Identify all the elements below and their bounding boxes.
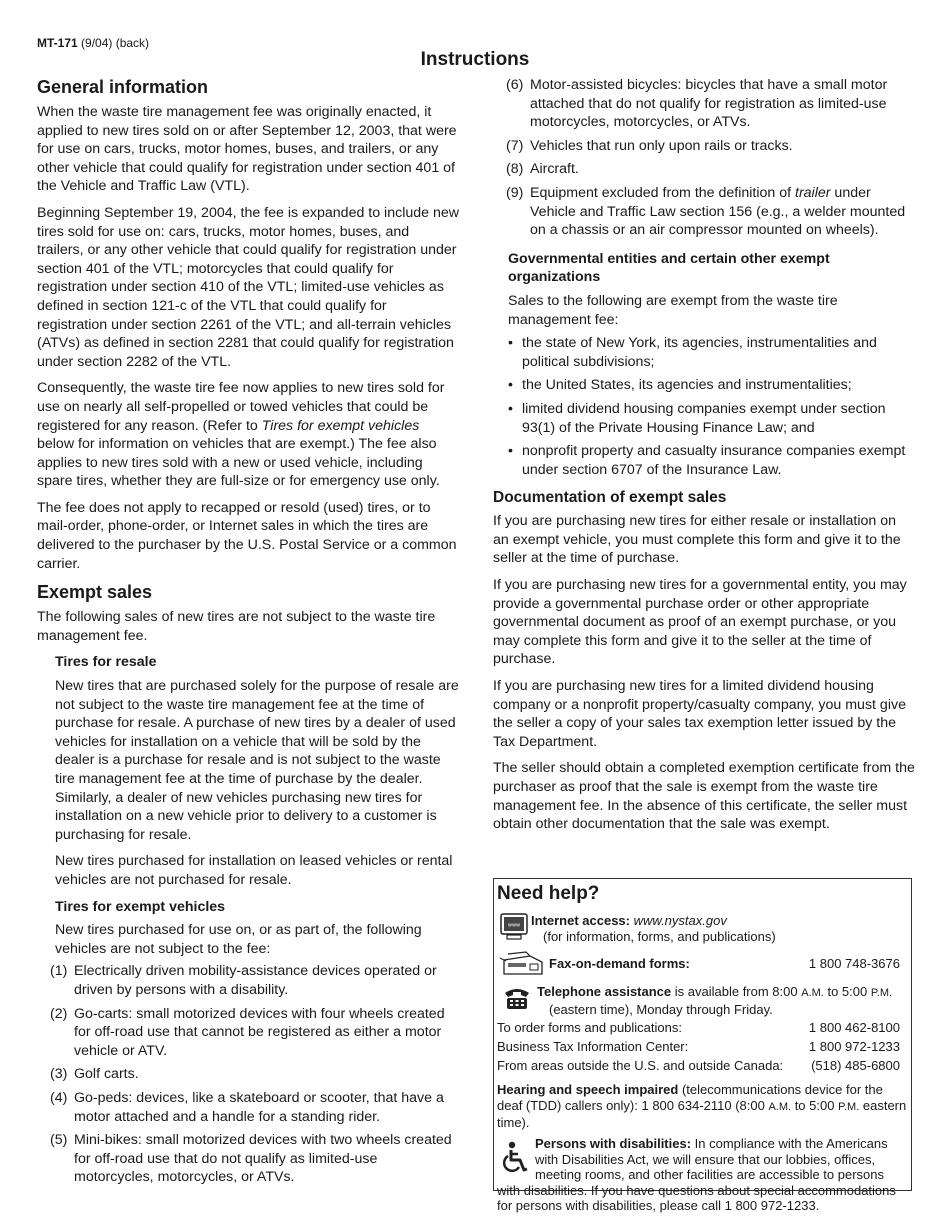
internet-link[interactable]: www.nystax.gov [633,913,727,928]
general-paragraph-1: When the waste tire management fee was originally enacted, it applied to new tires sold on or after September 12, 2003, that were for use on cars, trucks, motor homes, buses, and trailers, or any other vehicle that could qualify for registration under section 401 of the Vehicle and Traffic Law (VTL). [37,104,457,195]
phone-line: Business Tax Information Center: 1 800 972-1233 [497,1038,900,1054]
form-version: (9/04) (back) [77,36,150,50]
list-item: (8) Aircraft. [506,161,579,178]
hearing-impaired-note: Hearing and speech impaired (telecommunications device for the deaf (TDD) callers only): 1 800 634-2110 (8:00 A.M. to 5:00 P.M. eastern time). [497,1082,907,1131]
general-paragraph-4: The fee does not apply to recapped or resold (used) tires, or to mail-order, phone-order, or Internet sales in which the tires are delivered to the purchaser by the U.S. Postal Service or a common carrier. [37,499,457,572]
resale-heading: Tires for resale [55,654,157,671]
list-item: • the United States, its agencies and instrumentalities; [508,377,852,394]
fax-row [497,950,908,978]
wheelchair-icon [497,1136,535,1180]
form-id [37,36,149,50]
list-item: (3) Golf carts. [50,1066,139,1083]
list-item: (9) Equipment excluded from the definition of trailer under Vehicle and Traffic Law section 156 (e.g., a welder mounted on a chassis or an air compressor mounted on wheels). [506,184,906,239]
list-item: (2) Go-carts: small motorized devices with four wheels created for off-road use that cannot be registered as either a motor vehicle or ATV. [50,1005,445,1059]
list-item: (1) Electrically driven mobility-assistance devices operated or driven by persons with a disability. [50,963,437,998]
internet-row [497,913,908,944]
help-box [493,878,912,1214]
list-item: (6) Motor-assisted bicycles: bicycles that have a small motor attached that do not qualify for registration as limited-use motorcycles, motorcycles, or ATVs. [506,77,888,131]
fax-icon [497,950,549,978]
phone-line: To order forms and publications: 1 800 462-8100 [497,1020,900,1036]
telephone-icon [497,984,537,1012]
general-paragraph-3: Consequently, the waste tire fee now applies to new tires sold for use on nearly all self-propelled or towed vehicles that could be registered for any reason. (Refer to Tires for exempt vehicles below for information on vehicles that are exempt.) The fee also applies to new tires sold with a new or used vehicle, including spare tires, whether they are full-size or for emergency use only. [37,380,445,490]
list-item: (5) Mini-bikes: small motorized devices with two wheels created for off-road use that do not qualify as limited-use motorcycles, motorcycles, or ATVs. [50,1132,452,1186]
svg-text:www: www [507,922,521,929]
exempt-vehicles-heading: Tires for exempt vehicles [55,898,226,915]
resale-paragraph-2: New tires purchased for installation on leased vehicles or rental vehicles are not purchased for resale. [55,853,453,888]
fax-number: 1 800 748-3676 [808,956,900,972]
resale-paragraph-1: New tires that are purchased solely for the purpose of resale are not subject to the waste tire management fee at the time of purchase for resale. A purchase of new tires by a dealer of used vehicles for installation on a vehicle that will be sold by the dealer is a purchase for resale and is not subject to the waste tire management fee at the time of purchase by the dealer. Similarly, a dealer of new vehicles purchasing new tires for installation on a new vehicle prior to delivery to a customer is purchasing for resale. [55,678,459,843]
left-column [37,76,459,1192]
telephone-hours: (eastern time), Monday through Friday. [549,1001,773,1017]
fax-label: Fax-on-demand forms: [549,956,690,972]
doc-paragraph-3: If you are purchasing new tires for a limited dividend housing company or a nonprofit property/casualty company, you must give the seller a copy of your sales tax exemption letter issued by the Tax Department. [493,678,906,750]
general-heading: General information [37,77,209,97]
list-item: • nonprofit property and casualty insurance companies exempt under section 6707 of the Insurance Law. [508,443,906,478]
exempt-vehicle-list [50,962,459,1187]
list-item: (7) Vehicles that run only upon rails or tracks. [506,137,793,154]
doc-paragraph-1: If you are purchasing new tires for either resale or installation on an exempt vehicle, you must complete this form and give it to the seller at the time of purchase. [493,513,901,567]
gov-heading: Governmental entities and certain other exempt organizations [508,250,830,286]
general-paragraph-2: Beginning September 19, 2004, the fee is expanded to include new tires sold for use on: cars, trucks, motor homes, buses, and trailers, or any other vehicle that could qualify for registration under section 401 of the VTL; motorcycles that could qualify for registration under section 410 of the VTL; limited-use vehicles as defined in section 121-c of the VTL that could qualify for registration under section 2261 of the VTL; and all-terrain vehicles (ATVs) as defined in section 2281 that could qualify for registration under section 2282 of the VTL. [37,204,459,370]
gov-bullet-list [508,334,915,479]
help-heading: Need help? [497,883,600,904]
gov-paragraph: Sales to the following are exempt from the waste tire management fee: [508,292,838,328]
internet-label: Internet access: [531,913,630,928]
list-item: • the state of New York, its agencies, instrumentalities and political subdivisions; [508,335,877,370]
internet-note: (for information, forms, and publications) [543,928,776,944]
doc-paragraph-4: The seller should obtain a completed exemption certificate from the purchaser as proof that the sale is exempt from the waste tire management fee. In the absence of this certificate, the seller must obtain other documentation that the sale was exempt. [493,760,915,833]
phone-lines [497,1020,908,1073]
exempt-paragraph: The following sales of new tires are not subject to the waste tire management fee. [37,609,436,644]
disabilities-note: Persons with disabilities: In compliance with the Americans with Disabilities Act, we will ensure that our lobbies, offices, meeting rooms, and other facilities are accessible to persons with disabilities. If you have questions about special accommodations for persons with disabilities, please call 1 800 972-1233. [497,1135,896,1214]
list-item: • limited dividend housing companies exempt under section 93(1) of the Private Housing Finance Law; and [508,400,886,436]
form-number: MT-171 [37,36,78,50]
list-item: (4) Go-peds: devices, like a skateboard or scooter, that have a motor attached and a handle for a standing rider. [50,1089,444,1125]
documentation-heading: Documentation of exempt sales [493,489,727,507]
telephone-row: Telephone assistance is available from 8:00 A.M. to 5:00 P.M. (eastern time), Monday through Friday. [497,984,908,1017]
exempt-heading: Exempt sales [37,582,153,603]
computer-icon [497,913,531,941]
exempt-vehicle-list-continued [506,76,915,240]
phone-line: From areas outside the U.S. and outside Canada: (518) 485-6800 [497,1057,900,1073]
exempt-vehicles-paragraph: New tires purchased for use on, or as part of, the following vehicles are not subject to the fee: [55,922,422,957]
telephone-label: Telephone assistance [537,984,672,1000]
page-title: Instructions [420,49,530,70]
right-column [493,76,915,842]
doc-paragraph-2: If you are purchasing new tires for a governmental entity, you may provide a governmental purchase order or other appropriate governmental document as proof of an exempt purchase, or you may complete this form and give it to the seller at the time of purchase. [493,577,907,668]
